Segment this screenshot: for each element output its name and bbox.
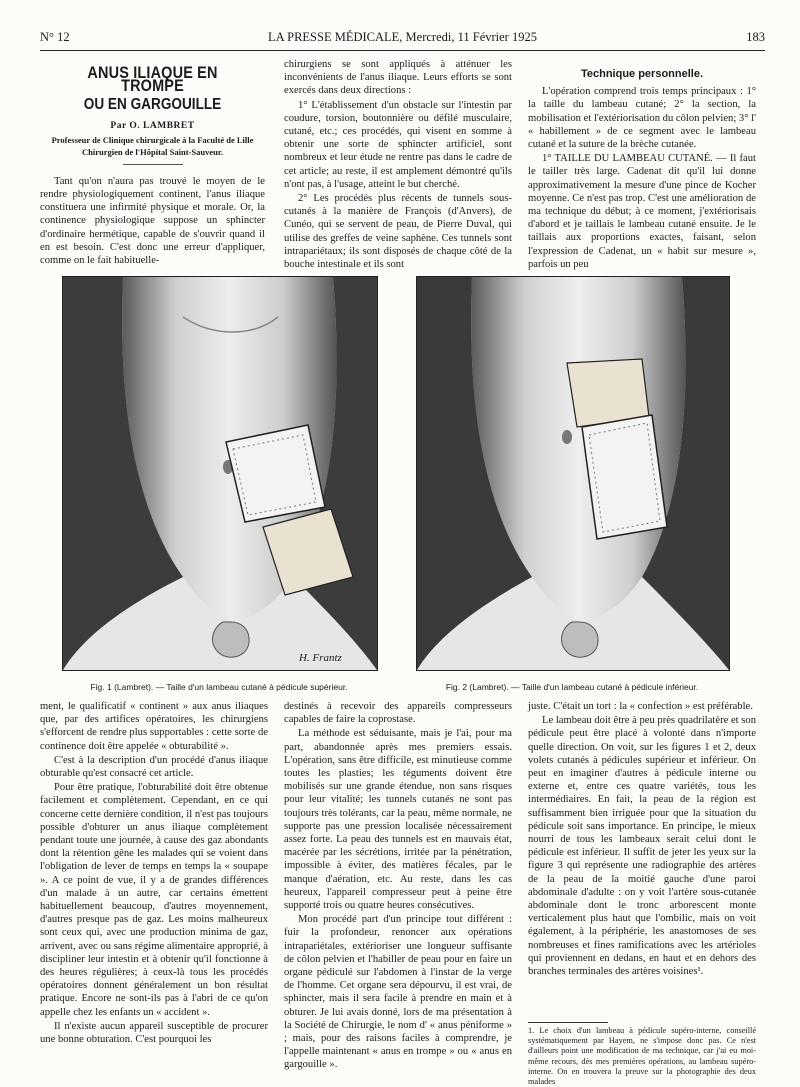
article-title-line1: ANUS ILIAQUE EN TROMPE xyxy=(87,63,218,96)
paragraph: Pour être pratique, l'obturabilité doit être obtenue facilement et complètement. Cependant, en ce qui concerne cette dernière condition, il n'est pas toujours possible d'obturer un anus iliaque complètement pendant toute une journée, à cause des gaz abondants dont la rétention gêne les malades qui se voient dans l'obligation de lever de temps en temps la « soupape ». A ce point de vue, il y a de grandes différences d'un malade à un autre, car certains émettent habituellement beaucoup, d'autres moyennement, d'autres presque pas de gaz. Les moins malheureux sont ceux qui, avec une production minima de gaz, arrivent, avec ou sans régime alimentaire approprié, à discipliner leur intestin et à obtenir qu'il fonctionne à des heures régulières; à ceux-là tous les procédés opératoires donnent généralement un bon résultat pratique. Encore ne sont-ils pas à l'abri de ce qu'on appelle chez les enfants un « accident ». xyxy=(40,782,268,1018)
paragraph: 1° L'établissement d'un obstacle sur l'intestin par coudure, torsion, boutonnière ou défilé musculaire, cutané, etc.; ces procédés, qui visent en somme à obtenir une sorte de sphincter artificiel, sont nombreux et leur étude ne rentre pas dans le cadre de cet article; au reste, il est amplement démontré qu'ils n'ont pas, à l'usage, atteint le but cherché. xyxy=(284,99,512,190)
figure-1-illustration xyxy=(63,277,377,670)
paragraph: juste. C'était un tort : la « confection » est préférable. xyxy=(528,701,753,712)
journal-title: LA PRESSE MÉDICALE, Mercredi, 11 Février 1925 xyxy=(268,30,537,44)
running-header xyxy=(40,30,765,48)
illustrator-signature: H. Frantz xyxy=(299,652,342,664)
author-line: Par O. LAMBRET xyxy=(110,120,195,131)
column-1-top xyxy=(40,63,265,268)
paragraph: chirurgiens se sont appliqués à atténuer les inconvénients de l'anus iliaque. Leurs efforts se sont exercés dans deux directions : xyxy=(284,59,512,97)
paragraph: Tant qu'on n'aura pas trouvé le moyen de le rendre physiologiquement continent, l'anus iliaque constituera une infirmité physique et morale. Or, la continence physiologique suppose un sphincter d'ordinaire hermétique, capable de s'ouvrir quand il en est besoin. C'est donc une erreur d'appliquer, comme on le fait habituelle- xyxy=(40,175,265,267)
footnote: 1. Le choix d'un lambeau à pédicule supéro-interne, conseillé systématiquement par Hayem, ne s'impose donc pas. Ce n'est d'ailleurs point une modification de ma technique, car j'ai eu moi-même recours, dès mes premières opérations, au lambeau supéro-interne. On en trouvera la preuve sur la photographie des deux malades xyxy=(528,1026,756,1087)
article-title-line2: OU EN GARGOUILLE xyxy=(83,96,222,114)
figure-1-caption: Fig. 1 (Lambret). — Taille d'un lambeau cutané à pédicule supérieur. xyxy=(90,682,348,692)
affiliation-1: Professeur de Clinique chirurgicale à la Faculté de Lille xyxy=(51,134,254,145)
paragraph: Le lambeau doit être à peu près quadrilatère et son pédicule peut être placé à volonté dans n'importe quelle direction. On voit, sur les figures 1 et 2, deux volets cutanés à pédicules supérieur et inférieur. On peut en imaginer d'autres à pédicule interne ou externe et, entre ces quatre variétés, tous les intermédiaires. En fait, la peau de la région est suffisamment bien irriguée pour que la situation du pédicule soit sans importance. En principe, le mieux nourri de tous les lambeaux serait celui dont le pédicule est inférieur. Il suffit de jeter les yeux sur la figure 3 qui représente une radiographie des artères de la peau de la moitié gauche d'une paroi abdominale d'adulte : on y voit l'artère sous-cutanée abdominale dont le tronc arborescent monte verticalement plus haut que l'ombilic, mais on voit également, à la périphérie, les anastomoses de ses nombreuses et fines ramifications avec les artérioles qui proviennent en dedans, en haut et en dehors des branches terminales des artères voisines¹. xyxy=(528,715,756,978)
section-heading: Technique personnelle. xyxy=(580,68,704,80)
column-1-bottom xyxy=(40,700,268,1047)
figure-1 xyxy=(62,276,378,671)
column-2-top xyxy=(284,58,512,272)
paragraph: destinés à recevoir des appareils compresseurs capables de faire la coprostase. xyxy=(284,701,512,726)
header-rule xyxy=(40,50,765,51)
column-3-bottom xyxy=(528,700,756,979)
paragraph: 2° Les procédés plus récents de tunnels sous-cutanés à la manière de François (d'Anvers), de Cunéo, qui se servent de peau, de Pierre Duval, qui utilise des greffes de veine saphène. Ces tunnels sont intrapariétaux; ils sont disposés de chaque côté de la bouche intestinale et ils sont xyxy=(284,193,512,271)
paragraph: C'est à la description d'un procédé d'anus iliaque obturable qu'est consacré cet article. xyxy=(40,754,268,780)
column-2-bottom xyxy=(284,700,512,1073)
paragraph: La méthode est séduisante, mais je l'ai, pour ma part, abandonnée après mes premiers essais. L'opération, sans être difficile, est minutieuse comme toutes les plasties; les téguments doivent être mobilisés sur une grande étendue, non sans risques pour leur vitalité; les tunnels cutanés ne sont pas toujours très tolérants, car la peau, même normale, ne supporte pas une pression localisée nécessairement assez forte. La peau des tunnels est en mauvais état, macérée par les sécrétions, irritée par la pénétration, impossible à éviter, des matières fécales, par le manque d'aération, etc. Au reste, dans les cas heureux, l'appareil compresseur peut à peine être supporté trois ou quatre heures consécutives. xyxy=(284,728,512,912)
figure-2-illustration xyxy=(417,277,729,670)
page-number: 183 xyxy=(746,30,765,44)
figure-2 xyxy=(416,276,730,671)
footnote-rule xyxy=(528,1022,608,1023)
column-3-top xyxy=(528,66,756,272)
paragraph: 1° TAILLE DU LAMBEAU CUTANÉ. — Il faut le tailler très large. Cadenat dit qu'il lui donne approximativement la mesure d'une pince de Kocher moyenne. Ce n'est pas trop. C'est une amélioration de ma technique du début; à ce moment, j'extériorisais d'abord et je taillais le lambeau cutané ensuite. Je le taillais aux proportions exactes, faisant, selon l'expression de Cadenat, un « habit sur mesure », parfois un peu xyxy=(528,153,756,270)
title-separator xyxy=(123,164,183,165)
affiliation-2: Chirurgien de l'Hôpital Saint-Sauveur. xyxy=(82,147,223,158)
paragraph: ment, le qualificatif « continent » aux anus iliaques que, par des artifices opératoires, les chirurgiens s'efforcent de rendre plus supportables : cette sorte de continence doit être appelée « obturabilité ». xyxy=(40,701,268,752)
figure-2-caption: Fig. 2 (Lambret). — Taille d'un lambeau cutané à pédicule inférieur. xyxy=(445,682,699,692)
issue-number: N° 12 xyxy=(40,30,70,44)
paragraph: Mon procédé part d'un principe tout différent : fuir la profondeur, renoncer aux opérations intrapariétales, extérioriser une longueur suffisante de côlon pelvien et l'habiller de peau pour en faire un organe pédiculé sur l'abdomen à l'instar de la verge de l'homme. Cet organe sera dépourvu, il est vrai, de sphincter, mais il sera facile à prendre en main et à obturer. Je lui avais donné, lors de ma présentation à la Société de Chirurgie, le nom d' « anus péniforme » ; mais, pour des raisons faciles à comprendre, je l'appelle maintenant « anus en trompe » ou « anus en gargouille ». xyxy=(284,914,512,1071)
paragraph: L'opération comprend trois temps principaux : 1° la taille du lambeau cutané; 2° la section, la mobilisation et l'extériorisation du côlon pelvien; 3° l' « habillement » de ce segment avec le lambeau cutané et la suture de la brèche cutanée. xyxy=(528,86,756,151)
paragraph: Il n'existe aucun appareil susceptible de procurer une bonne obturation. C'est pourquoi les xyxy=(40,1020,268,1046)
